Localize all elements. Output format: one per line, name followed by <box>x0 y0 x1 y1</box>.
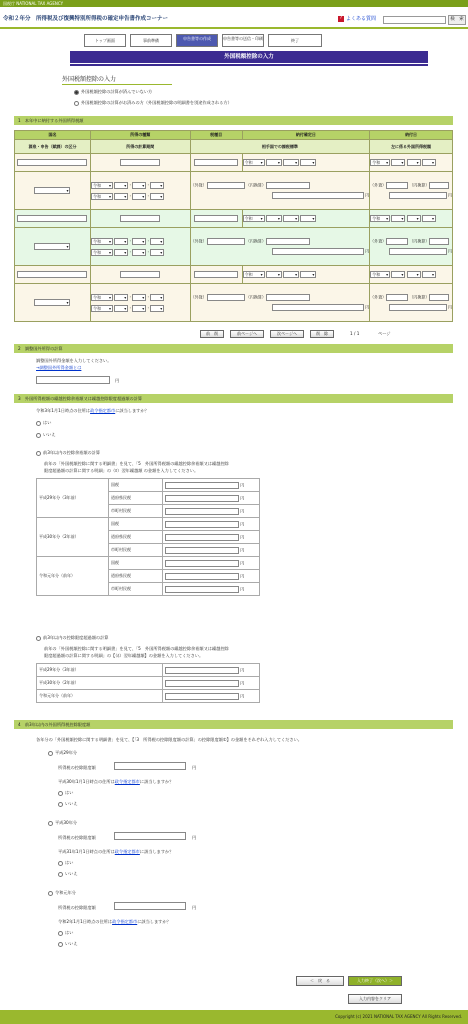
designated-city-link[interactable]: 政令指定都市 <box>112 919 138 924</box>
s4-question <box>58 849 173 855</box>
amount-input[interactable] <box>165 534 239 541</box>
pay-year-select[interactable] <box>391 159 405 166</box>
radio-icon <box>36 636 41 641</box>
yen-label: 円 <box>240 521 245 526</box>
period-end-y[interactable] <box>114 305 128 312</box>
amount-input[interactable] <box>165 573 239 580</box>
limit-field-label: 所得税の控除限度額 <box>58 905 96 910</box>
year-label: 令和元年分（前年） <box>37 557 109 596</box>
period-start-m[interactable] <box>132 182 146 189</box>
date-year-select[interactable] <box>266 159 282 166</box>
col-pay: 納付日 <box>370 131 453 140</box>
amount-input[interactable] <box>165 680 239 687</box>
radio-icon <box>74 90 79 95</box>
s3-yes-option[interactable] <box>36 420 51 426</box>
sub1-desc-2: 限度超過額の計算に関する明細」の（ﾛ）翌年繰越額 の金額を入力してください。 <box>44 468 199 473</box>
table-row <box>15 154 453 172</box>
search-button[interactable]: 検 索 <box>448 15 466 25</box>
faq-label: よくある質問 <box>346 16 377 22</box>
kind-label: 市町村民税 <box>109 583 163 596</box>
page-heading: 外国税額控除の入力 <box>70 51 428 63</box>
period-end-y[interactable] <box>114 193 128 200</box>
pay-year-select[interactable] <box>391 215 405 222</box>
adjusted-income-input[interactable] <box>36 376 110 384</box>
section-divider <box>62 84 172 85</box>
kind-label: 道府県民税 <box>109 570 163 583</box>
jpy-label: （円換算） <box>409 238 430 244</box>
pay-day-select[interactable] <box>422 271 436 278</box>
period-end-era[interactable]: 令和 ▾ <box>91 305 113 312</box>
pay-day-select[interactable] <box>422 215 436 222</box>
col-date: 納付確定日 <box>242 131 370 140</box>
col-amount: 左に係る外国所得税額 <box>370 140 453 154</box>
base-jpy-input[interactable] <box>266 182 310 189</box>
pay-era-select[interactable]: 令和 ▾ <box>370 271 390 278</box>
amount-foreign-input[interactable] <box>386 238 408 245</box>
date-era-select[interactable]: 令和 ▾ <box>243 271 265 278</box>
s2-instruction: 調整国外所得金額を入力してください。 <box>36 358 112 363</box>
prev-page-button[interactable]: 前ページへ <box>230 330 264 338</box>
radio-icon <box>58 872 63 877</box>
year-label: 令和元年分（前年） <box>37 690 163 703</box>
yes-label: はい <box>43 420 52 425</box>
sub2-desc-2: 限度超過額の計算に関する明細」の【（ﾎ）翌年繰越額】の金額を入力してください。 <box>44 653 204 658</box>
yes-option[interactable] <box>58 790 73 796</box>
next-button[interactable]: 入力終了（次へ）＞ <box>348 976 402 986</box>
table-row: ▾ 令和 ▾ ▾ ・▾ ・▾ 令和 ▾ ▾ ・▾ ・▾ （外貨） （円換算） 円 （外貨） （円換算） 円 <box>15 172 453 210</box>
period-start-era[interactable]: 令和 ▾ <box>91 294 113 301</box>
kind-label: 道府県民税 <box>109 531 163 544</box>
radio-icon <box>58 802 63 807</box>
base-foreign-input[interactable] <box>207 294 245 301</box>
s2-help-link[interactable]: →調整国外所得金額とは <box>36 365 82 370</box>
year-label: 令和元年分 <box>55 890 76 895</box>
agency-bar <box>0 0 468 7</box>
income-input[interactable] <box>120 215 160 222</box>
no-label: いいえ <box>43 432 56 437</box>
foreign-label: （外貨） <box>370 238 387 244</box>
q-text: 令和2年1月1日時点の住所は <box>58 919 113 924</box>
yen-label: 円 <box>240 508 245 513</box>
q-text: 令和3年1月1日時点の住所は <box>36 408 91 413</box>
kind-label: 市町村民税 <box>109 505 163 518</box>
table-row <box>15 210 453 228</box>
base-jpy-input[interactable] <box>266 238 310 245</box>
yes-option[interactable] <box>58 930 73 936</box>
app-title: 令和２年分 所得税及び復興特別所得税の確定申告書作成コーナー <box>3 16 169 22</box>
period-start-y[interactable] <box>114 294 128 301</box>
radio-icon <box>58 942 63 947</box>
radio-icon <box>36 451 41 456</box>
no-label: いいえ <box>65 801 78 806</box>
option-not-calculated[interactable] <box>74 89 152 95</box>
yen-label: 円 <box>240 667 245 672</box>
title-bar <box>0 7 468 29</box>
option-label: 外国税額控除の計算が済んでいない方 <box>81 89 153 94</box>
limit-input-r1[interactable] <box>114 902 186 910</box>
year-label: 平成29年分（3年前） <box>37 664 163 677</box>
date-year-select[interactable] <box>266 271 282 278</box>
year-option-h29[interactable] <box>48 750 77 756</box>
date-month-select[interactable] <box>283 159 299 166</box>
section3-band: 3 外国所得税額の繰越控除余裕額又は繰越控除限度超過額の計算 <box>14 394 453 403</box>
period-start-era[interactable]: 令和 ▾ <box>91 238 113 245</box>
q-tail: に該当しますか？ <box>139 779 174 784</box>
base-total-input[interactable] <box>272 192 364 199</box>
pay-era-select[interactable]: 令和 ▾ <box>370 159 390 166</box>
date-day-select[interactable] <box>300 215 316 222</box>
amount-jpy-input[interactable] <box>429 182 449 189</box>
foreign-tax-table <box>14 130 453 322</box>
amount-foreign-input[interactable] <box>386 294 408 301</box>
col-period: 所得の計算期間 <box>90 140 190 154</box>
radio-icon <box>58 861 63 866</box>
amount-total-input[interactable] <box>389 304 447 311</box>
tax-input[interactable] <box>194 159 238 166</box>
foreign-label: （外貨） <box>370 294 387 300</box>
foreign-label: （外貨） <box>190 182 207 188</box>
q-text: 平成30年1月1日時点の住所は <box>58 779 115 784</box>
radio-icon <box>58 791 63 796</box>
period-start-m[interactable] <box>132 294 146 301</box>
sub1-desc-1: 前年の「外国税額控除に関する明細書」を見て、「5 外国所得税額の繰越控除余裕額又は繰越控除 <box>44 461 229 466</box>
jpy-label: （円換算） <box>409 182 430 188</box>
radio-icon <box>58 931 63 936</box>
country-input[interactable] <box>17 215 87 222</box>
q-tail: に該当しますか？ <box>137 919 171 924</box>
s4-desc: 各年分の「外国税額控除に関する明細書」を見て、【「3 所得税の控除限度額の計算」の控除限度額①】の金額をそれぞれ入力してください。 <box>36 737 302 742</box>
kind-label: 市町村民税 <box>109 544 163 557</box>
kind-label: 国税 <box>109 557 163 570</box>
foreign-label: （外貨） <box>190 238 207 244</box>
year-label: 平成30年分 <box>55 820 78 825</box>
yen-label: 円 <box>448 304 452 310</box>
amount-input[interactable] <box>165 495 239 502</box>
radio-icon <box>74 101 79 106</box>
income-input[interactable] <box>120 159 160 166</box>
section-title: 外国税額控除の入力 <box>62 76 117 83</box>
col-tax: 税種目 <box>190 131 242 140</box>
period-start-d[interactable] <box>150 182 164 189</box>
yen-label: 円 <box>448 248 452 254</box>
q-tail: に該当しますか？ <box>115 408 149 413</box>
yes-option[interactable] <box>58 860 73 866</box>
yen-label: 円 <box>365 248 370 254</box>
period-start-y[interactable] <box>114 238 128 245</box>
period-end-m[interactable] <box>132 305 146 312</box>
radio-icon <box>48 821 53 826</box>
jpy-label: （円換算） <box>245 238 266 244</box>
no-option[interactable] <box>58 941 78 947</box>
delete-row-button[interactable]: 前 削 <box>200 330 224 338</box>
heading-divider <box>70 64 428 66</box>
agency-label: 国税庁 NATIONAL TAX AGENCY <box>3 1 64 6</box>
limit-input-h29[interactable] <box>114 762 186 770</box>
yen-label: 円 <box>240 693 245 698</box>
year-label: 平成30年分（2年前） <box>37 518 109 557</box>
yen-label: 円 <box>240 495 245 500</box>
period-end-d[interactable] <box>150 305 164 312</box>
sub2-label: 前3年以内の控除限度超過額の計算 <box>43 635 109 640</box>
amount-total-input[interactable] <box>389 192 447 199</box>
sub2-desc-1: 前年の「外国税額控除に関する明細書」を見て、「5 外国所得税額の繰越控除余裕額又は繰越控除 <box>44 646 229 651</box>
yen-label: 円 <box>240 573 245 578</box>
designated-city-link[interactable]: 政令指定都市 <box>114 849 140 854</box>
amount-input[interactable] <box>165 586 239 593</box>
radio-icon <box>48 751 53 756</box>
col-region: 源泉・申告（賦課）の区分 <box>15 140 91 154</box>
year-label: 平成29年分 <box>55 750 78 755</box>
period-start-d[interactable] <box>150 238 164 245</box>
section1-band: 1 本年中に納付する外国所得税額 <box>14 116 453 125</box>
q-tail: に該当しますか？ <box>139 849 174 854</box>
page-unit: ページ <box>378 331 391 336</box>
step-create: 申告書等の作成 <box>176 34 218 47</box>
base-total-input[interactable] <box>272 248 364 255</box>
yen-label: 円 <box>192 905 197 910</box>
yen-label: 円 <box>240 534 245 539</box>
period-end-d[interactable] <box>150 193 164 200</box>
amount-input[interactable] <box>165 667 239 674</box>
s3-no-option[interactable] <box>36 432 56 438</box>
no-option[interactable] <box>58 871 78 877</box>
jpy-label: （円換算） <box>409 294 430 300</box>
kind-label: 国税 <box>109 479 163 492</box>
page-indicator: 1 / 1 <box>350 331 360 336</box>
country-input[interactable] <box>17 271 87 278</box>
period-end-m[interactable] <box>132 193 146 200</box>
section4-band: 4 前3年以内の外国所得税控除限度額 <box>14 720 453 729</box>
faq-link[interactable] <box>338 15 376 22</box>
step-top: トップ画面 <box>84 34 126 47</box>
clear-button[interactable]: 入力内容をクリア <box>348 994 402 1004</box>
radio-icon <box>48 891 53 896</box>
period-end-m[interactable] <box>132 249 146 256</box>
pay-month-select[interactable] <box>407 271 421 278</box>
table-row: ▾ 令和 ▾ ▾ ・▾ ・▾ 令和 ▾ ▾ ・▾ ・▾ （外貨） （円換算） 円 （外貨） （円換算） 円 <box>15 284 453 322</box>
pay-month-select[interactable] <box>407 215 421 222</box>
step-end: 終了 <box>268 34 322 47</box>
amount-input[interactable] <box>165 508 239 515</box>
country-input[interactable] <box>17 159 87 166</box>
pay-year-select[interactable] <box>391 271 405 278</box>
amount-input[interactable] <box>165 482 239 489</box>
date-day-select[interactable] <box>300 159 316 166</box>
period-end-d[interactable] <box>150 249 164 256</box>
excess-table <box>36 663 260 703</box>
search-input[interactable] <box>383 16 446 24</box>
step-prep: 事前準備 <box>130 34 172 47</box>
foreign-label: （外貨） <box>190 294 207 300</box>
tax-input[interactable] <box>194 215 238 222</box>
amount-foreign-input[interactable] <box>386 182 408 189</box>
yen-label: 円 <box>192 835 197 840</box>
yes-label: はい <box>65 860 74 865</box>
period-end-y[interactable] <box>114 249 128 256</box>
yen-label: 円 <box>240 586 245 591</box>
next-page-button[interactable]: 次ページへ <box>270 330 304 338</box>
help-icon: ? <box>339 15 343 21</box>
yen-label: 円 <box>240 560 245 565</box>
region-select[interactable] <box>34 243 70 250</box>
yes-label: はい <box>65 930 74 935</box>
base-jpy-input[interactable] <box>266 294 310 301</box>
base-foreign-input[interactable] <box>207 182 245 189</box>
q-text: 平成31年1月1日時点の住所は <box>58 849 115 854</box>
col-income: 所得の種類 <box>90 131 190 140</box>
yen-label: 円 <box>192 765 197 770</box>
designated-city-link[interactable]: 政令指定都市 <box>114 779 140 784</box>
date-month-select[interactable] <box>283 215 299 222</box>
sub1-label: 前3年以内の控除余裕額の計算 <box>43 450 101 455</box>
yen-label: 円 <box>240 482 245 487</box>
amount-jpy-input[interactable] <box>429 238 449 245</box>
jpy-label: （円換算） <box>245 294 266 300</box>
yen-label: 円 <box>365 192 370 198</box>
option-calculated[interactable] <box>74 100 232 106</box>
foreign-label: （外貨） <box>370 182 387 188</box>
s4-question <box>58 779 173 785</box>
yen-label: 円 <box>448 192 452 198</box>
s3-sub2-option[interactable] <box>36 635 108 641</box>
period-end-era[interactable]: 令和 ▾ <box>91 249 113 256</box>
footer: Copyright (c) 2021 NATIONAL TAX AGENCY All Rights Reserved. <box>0 1010 468 1024</box>
s3-sub1-option[interactable] <box>36 450 100 456</box>
col-country: 国名 <box>15 131 91 140</box>
jpy-label: （円換算） <box>245 182 266 188</box>
section2-band: 2 調整国外所得の計算 <box>14 344 453 353</box>
delete-button[interactable]: 削 除 <box>310 330 334 338</box>
amount-input[interactable] <box>165 521 239 528</box>
base-foreign-input[interactable] <box>207 238 245 245</box>
year-label: 平成30年分（2年前） <box>37 677 163 690</box>
yen-label: 円 <box>115 378 120 383</box>
year-label: 平成29年分（3年前） <box>37 479 109 518</box>
kind-label: 道府県民税 <box>109 492 163 505</box>
period-start-d[interactable] <box>150 294 164 301</box>
date-era-select[interactable]: 令和 ▾ <box>243 215 265 222</box>
step-send: 申告書等の送信・印刷 <box>222 34 264 47</box>
limit-field-label: 所得税の控除限度額 <box>58 835 96 840</box>
region-select[interactable] <box>34 299 70 306</box>
tax-input[interactable] <box>194 271 238 278</box>
amount-input[interactable] <box>165 560 239 567</box>
amount-input[interactable] <box>165 693 239 700</box>
period-end-era[interactable]: 令和 ▾ <box>91 193 113 200</box>
s4-question <box>58 919 171 925</box>
base-total-input[interactable] <box>272 304 364 311</box>
table-row <box>15 266 453 284</box>
designated-city-link[interactable]: 政令指定都市 <box>90 408 116 413</box>
kind-label: 国税 <box>109 518 163 531</box>
col-base: 相手国での課税標準 <box>190 140 370 154</box>
table-row: ▾ 令和 ▾ ▾ ・▾ ・▾ 令和 ▾ ▾ ・▾ ・▾ （外貨） （円換算） 円 （外貨） （円換算） 円 <box>15 228 453 266</box>
s3-question <box>36 408 149 414</box>
date-day-select[interactable] <box>300 271 316 278</box>
no-label: いいえ <box>65 871 78 876</box>
year-option-r1[interactable] <box>48 890 76 896</box>
yes-label: はい <box>65 790 74 795</box>
amount-jpy-input[interactable] <box>429 294 449 301</box>
income-input[interactable] <box>120 271 160 278</box>
pay-day-select[interactable] <box>422 159 436 166</box>
amount-total-input[interactable] <box>389 248 447 255</box>
no-option[interactable] <box>58 801 78 807</box>
pay-month-select[interactable] <box>407 159 421 166</box>
date-era-select[interactable]: 令和 ▾ <box>243 159 265 166</box>
radio-icon <box>36 421 41 426</box>
region-select[interactable] <box>34 187 70 194</box>
yen-label: 円 <box>365 304 370 310</box>
back-button[interactable]: ＜ 戻 る <box>296 976 344 986</box>
period-start-era[interactable]: 令和 ▾ <box>91 182 113 189</box>
amount-input[interactable] <box>165 547 239 554</box>
surplus-table <box>36 478 260 596</box>
no-label: いいえ <box>65 941 78 946</box>
radio-icon <box>36 433 41 438</box>
yen-label: 円 <box>240 547 245 552</box>
limit-field-label: 所得税の控除限度額 <box>58 765 96 770</box>
limit-input-h30[interactable] <box>114 832 186 840</box>
date-year-select[interactable] <box>266 215 282 222</box>
period-start-y[interactable] <box>114 182 128 189</box>
yen-label: 円 <box>240 680 245 685</box>
year-option-h30[interactable] <box>48 820 77 826</box>
option-label: 外国税額控除の計算がお済みの方（外国税額控除の明細書を別途作成される方） <box>81 100 232 105</box>
date-month-select[interactable] <box>283 271 299 278</box>
period-start-m[interactable] <box>132 238 146 245</box>
pay-era-select[interactable]: 令和 ▾ <box>370 215 390 222</box>
